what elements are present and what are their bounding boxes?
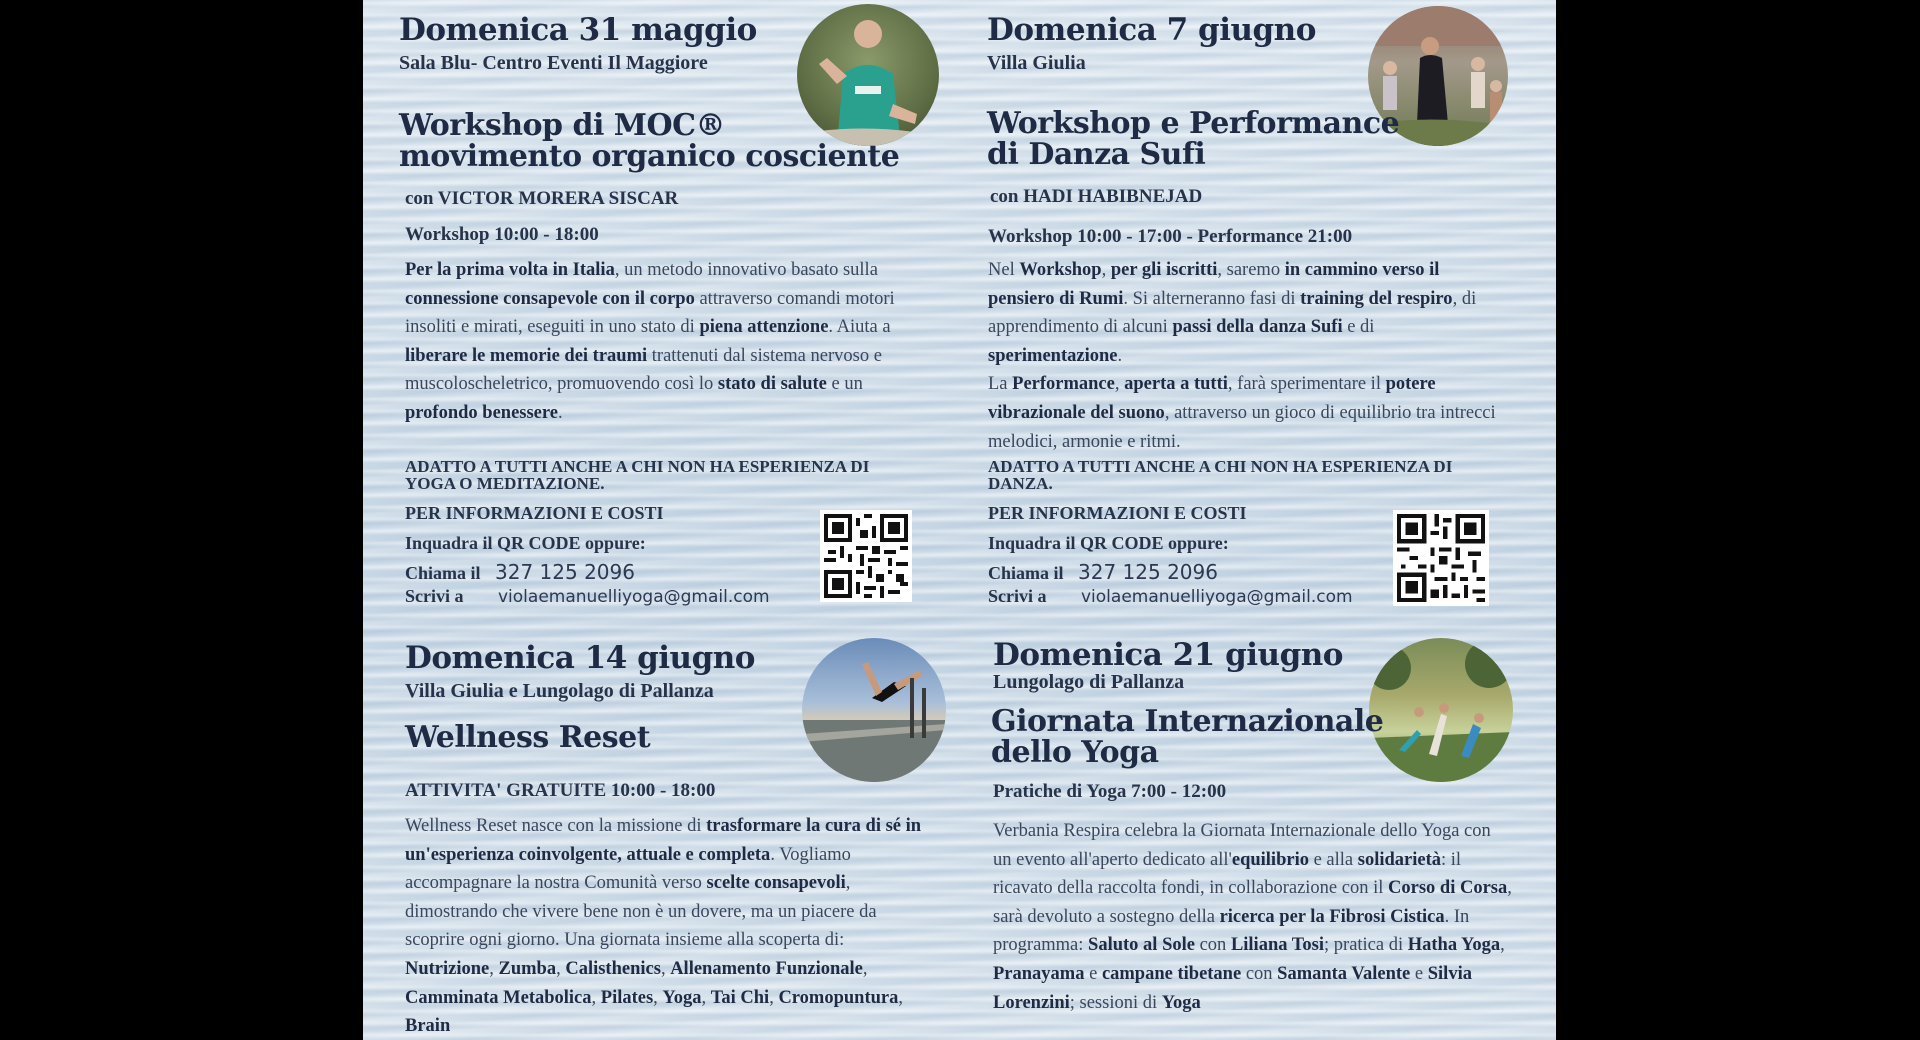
title-line-1: Giornata Internazionale [991, 704, 1384, 739]
body-text: attraverso comandi motori insoliti e mirati, eseguiti in uno stato di [405, 288, 895, 338]
call-label: Chiama il [988, 563, 1064, 583]
highlight-text: Performance [1012, 374, 1115, 395]
body-text: , di apprendimento di alcuni [988, 288, 1477, 338]
qr-code[interactable] [1393, 510, 1489, 606]
highlight-text: sperimentazione [988, 345, 1118, 366]
body-text: , [769, 987, 779, 1008]
highlight-text: Liliana Tosi [1230, 935, 1325, 956]
body-text: e [1084, 963, 1102, 984]
body-text: , [591, 987, 601, 1008]
highlight-text: Camminata Metabolica [405, 987, 592, 1008]
event-31-maggio [399, 12, 819, 75]
highlight-text: connessione consapevole con il corpo [405, 288, 695, 309]
highlight-text: Brain [405, 1016, 451, 1037]
photo-wellness [802, 638, 946, 782]
body-text: e [1410, 963, 1428, 984]
highlight-text: passi della danza Sufi [1172, 317, 1343, 338]
body-text: . [1117, 345, 1123, 366]
body-text: , [898, 987, 903, 1008]
event-date: Domenica 7 giugno [987, 12, 1316, 48]
event-poster [363, 0, 1556, 1040]
event-date: Domenica 21 giugno [993, 637, 1343, 673]
event-title: Wellness Reset [405, 720, 651, 755]
body-text: , [1500, 935, 1505, 956]
highlight-text: Cromopuntura [778, 987, 899, 1008]
event-date: Domenica 31 maggio [399, 12, 757, 48]
body-text: Wellness Reset nasce con la missione di [405, 816, 707, 836]
body-text: con [1241, 963, 1278, 984]
highlight-text: profondo benessere [405, 402, 558, 423]
highlight-text: aperta a tutti [1124, 374, 1228, 395]
highlight-text: potere vibrazionale del suono [988, 374, 1436, 423]
highlight-text: Tai Chi [710, 987, 770, 1008]
highlight-text: Silvia Lorenzini [993, 963, 1472, 1013]
body-text: , farà sperimentare il [1227, 374, 1386, 395]
highlight-text: Yoga [1161, 992, 1201, 1013]
highlight-text: trasformare la cura di sé in un'esperienza coinvolgente, attuale e completa [405, 816, 922, 865]
qr-code[interactable] [820, 510, 912, 602]
workshop-description [988, 256, 1498, 370]
highlight-text: scelte consapevoli [706, 873, 846, 894]
highlight-text: Hatha Yoga [1407, 935, 1501, 956]
body-text: , sarà devoluto a sostegno della [993, 878, 1512, 927]
body-text: ; pratica di [1324, 935, 1408, 956]
event-venue: Sala Blu- Centro Eventi Il Maggiore [399, 52, 708, 74]
event-audience-note: ADATTO A TUTTI ANCHE A CHI NON HA ESPERIENZA DI DANZA. [988, 457, 1453, 493]
highlight-text: liberare le memorie dei traumi [405, 345, 648, 366]
body-text: e alla [1308, 849, 1358, 870]
body-text: e di [1342, 317, 1375, 338]
event-description [993, 817, 1513, 1017]
body-text: , [862, 958, 868, 979]
highlight-text: per gli iscritti [1110, 260, 1218, 280]
event-title [399, 110, 899, 172]
event-venue: Villa Giulia [987, 52, 1086, 74]
event-date: Domenica 14 giugno [405, 640, 755, 676]
highlight-text: Saluto al Sole [1088, 935, 1195, 956]
event-schedule: Workshop 10:00 - 17:00 - Performance 21:00 [988, 226, 1353, 247]
event-title [987, 108, 1399, 170]
call-label: Chiama il [405, 563, 481, 583]
body-text: , un metodo innovativo basato sulla [614, 260, 878, 280]
write-label: Scrivi a [988, 586, 1047, 606]
event-description [405, 256, 905, 428]
info-heading: PER INFORMAZIONI E COSTI [405, 503, 664, 523]
email-link[interactable]: violaemanuelliyoga@gmail.com [498, 587, 770, 607]
highlight-text: stato di salute [717, 374, 827, 395]
event-audience-note: ADATTO A TUTTI ANCHE A CHI NON HA ESPERIENZA DI YOGA O MEDITAZIONE. [405, 457, 870, 493]
body-text: trattenuti dal sistema nervoso e muscoloscheletrico, promuovendo così lo [405, 345, 882, 395]
body-text: , saremo [1217, 260, 1285, 280]
body-text: , [660, 958, 671, 979]
event-description [405, 812, 925, 1040]
event-schedule: ATTIVITA' GRATUITE 10:00 - 18:00 [405, 780, 716, 801]
highlight-text: ricerca per la Fibrosi Cistica [1219, 906, 1445, 927]
highlight-text: Workshop [1019, 260, 1102, 280]
highlight-text: Zumba [498, 958, 557, 979]
performance-description [988, 370, 1498, 456]
body-text: Nel [988, 260, 1020, 280]
body-text: , [1114, 374, 1125, 395]
highlight-text: Calisthenics [565, 958, 661, 979]
highlight-text: Pranayama [993, 963, 1085, 984]
body-text: : il ricavato della raccolta fondi, in collaborazione con il [993, 849, 1462, 899]
event-21-giugno [993, 637, 1413, 694]
event-contact [405, 503, 770, 607]
event-contact [988, 503, 1353, 607]
body-text: La [988, 374, 1013, 395]
highlight-text: campane tibetane [1101, 963, 1242, 984]
highlight-text: Allenamento Funzionale [670, 958, 863, 979]
event-host: con HADI HABIBNEJAD [990, 186, 1203, 207]
highlight-text: Yoga [662, 987, 702, 1008]
highlight-text: Pilates [600, 987, 654, 1008]
event-schedule: Pratiche di Yoga 7:00 - 12:00 [993, 781, 1227, 802]
title-line-2: di Danza Sufi [987, 137, 1206, 172]
phone-number[interactable]: 327 125 2096 [495, 560, 635, 584]
email-link[interactable]: violaemanuelliyoga@gmail.com [1081, 587, 1353, 607]
title-line-1: Workshop di MOC® [399, 108, 726, 143]
body-text: e un [826, 374, 863, 395]
body-text: , attraverso un gioco di equilibrio tra intrecci melodici, armonie e ritmi. [988, 402, 1496, 452]
body-text: , dimostrando che vivere bene non è un dovere, ma un piacere da scoprire ogni giorno. Una giornata insieme alla scoperta di: [405, 873, 877, 951]
event-venue: Lungolago di Pallanza [993, 671, 1185, 693]
highlight-text: piena attenzione [699, 317, 829, 338]
phone-number[interactable]: 327 125 2096 [1078, 560, 1218, 584]
highlight-text: Nutrizione [405, 958, 490, 979]
body-text: . Aiuta a [828, 317, 891, 338]
highlight-text: in cammino verso il pensiero di Rumi [988, 260, 1440, 309]
event-host: con VICTOR MORERA SISCAR [405, 188, 679, 209]
event-schedule: Workshop 10:00 - 18:00 [405, 224, 599, 245]
event-description [988, 256, 1498, 456]
body-text: ; sessioni di [1069, 992, 1162, 1013]
highlight-text: Corso di Corsa [1388, 878, 1508, 899]
info-qr-text: Inquadra il QR CODE oppure: [405, 533, 646, 553]
highlight-text: equilibrio [1231, 849, 1309, 870]
body-text: , [653, 987, 663, 1008]
body-text: , [556, 958, 566, 979]
title-line-2: movimento organico cosciente [399, 139, 900, 174]
body-text: , [489, 958, 499, 979]
info-heading: PER INFORMAZIONI E COSTI [988, 503, 1247, 523]
highlight-text: training del respiro [1300, 288, 1453, 309]
info-qr-text: Inquadra il QR CODE oppure: [988, 533, 1229, 553]
body-text: . In programma: [993, 906, 1470, 956]
body-text: con [1194, 935, 1231, 956]
title-line-2: dello Yoga [991, 735, 1159, 770]
highlight-text: Samanta Valente [1277, 963, 1411, 984]
event-7-giugno [987, 12, 1407, 75]
body-text: , [1101, 260, 1111, 280]
body-text: . Vogliamo accompagnare la nostra Comunità verso [405, 844, 851, 894]
body-text: , [701, 987, 711, 1008]
title-line-1: Workshop e Performance [987, 106, 1400, 141]
event-title [991, 706, 1383, 768]
event-venue: Villa Giulia e Lungolago di Pallanza [405, 680, 714, 702]
body-text: . [557, 402, 563, 423]
photo-yoga-day [1369, 638, 1513, 782]
event-14-giugno [405, 640, 825, 703]
write-label: Scrivi a [405, 586, 464, 606]
highlight-text: solidarietà [1357, 849, 1442, 870]
body-text: Verbania Respira celebra la Giornata Internazionale dello Yoga con un evento all'aperto dedicato all' [993, 821, 1491, 870]
body-text: . Si alterneranno fasi di [1123, 288, 1301, 309]
highlight-text: Per la prima volta in Italia [405, 260, 615, 280]
